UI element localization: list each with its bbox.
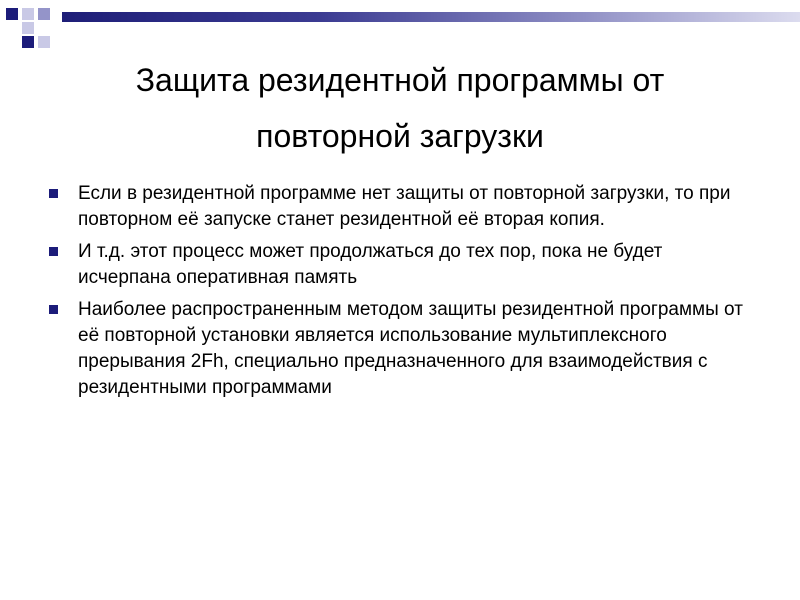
bullet-text: Наиболее распространенным методом защиты резидентной программы от её повторной установки является использование мультиплексного прерывания 2Fh, специально предназначенного для взаимодействия с резидентными программами xyxy=(78,299,743,398)
square-bullet-icon xyxy=(49,189,58,198)
corner-square-icon xyxy=(38,36,50,48)
bullet-item xyxy=(48,181,748,233)
square-bullet-icon xyxy=(49,247,58,256)
bullet-item xyxy=(48,297,748,401)
slide-title-line: повторной загрузки xyxy=(256,118,544,154)
bullet-list xyxy=(48,181,748,407)
corner-square-icon xyxy=(38,8,50,20)
bullet-text: И т.д. этот процесс может продолжаться до тех пор, пока не будет исчерпана оперативная память xyxy=(78,241,663,288)
header-gradient-bar xyxy=(62,12,800,22)
bullet-item xyxy=(48,239,748,291)
bullet-text: Если в резидентной программе нет защиты от повторной загрузки, то при повторном её запуске станет резидентной её вторая копия. xyxy=(78,183,731,230)
corner-square-icon xyxy=(22,22,34,34)
square-bullet-icon xyxy=(49,305,58,314)
corner-square-icon xyxy=(22,36,34,48)
slide-title-line: Защита резидентной программы от xyxy=(135,62,665,98)
corner-square-icon xyxy=(6,8,18,20)
corner-square-icon xyxy=(22,8,34,20)
slide-title xyxy=(40,52,760,164)
